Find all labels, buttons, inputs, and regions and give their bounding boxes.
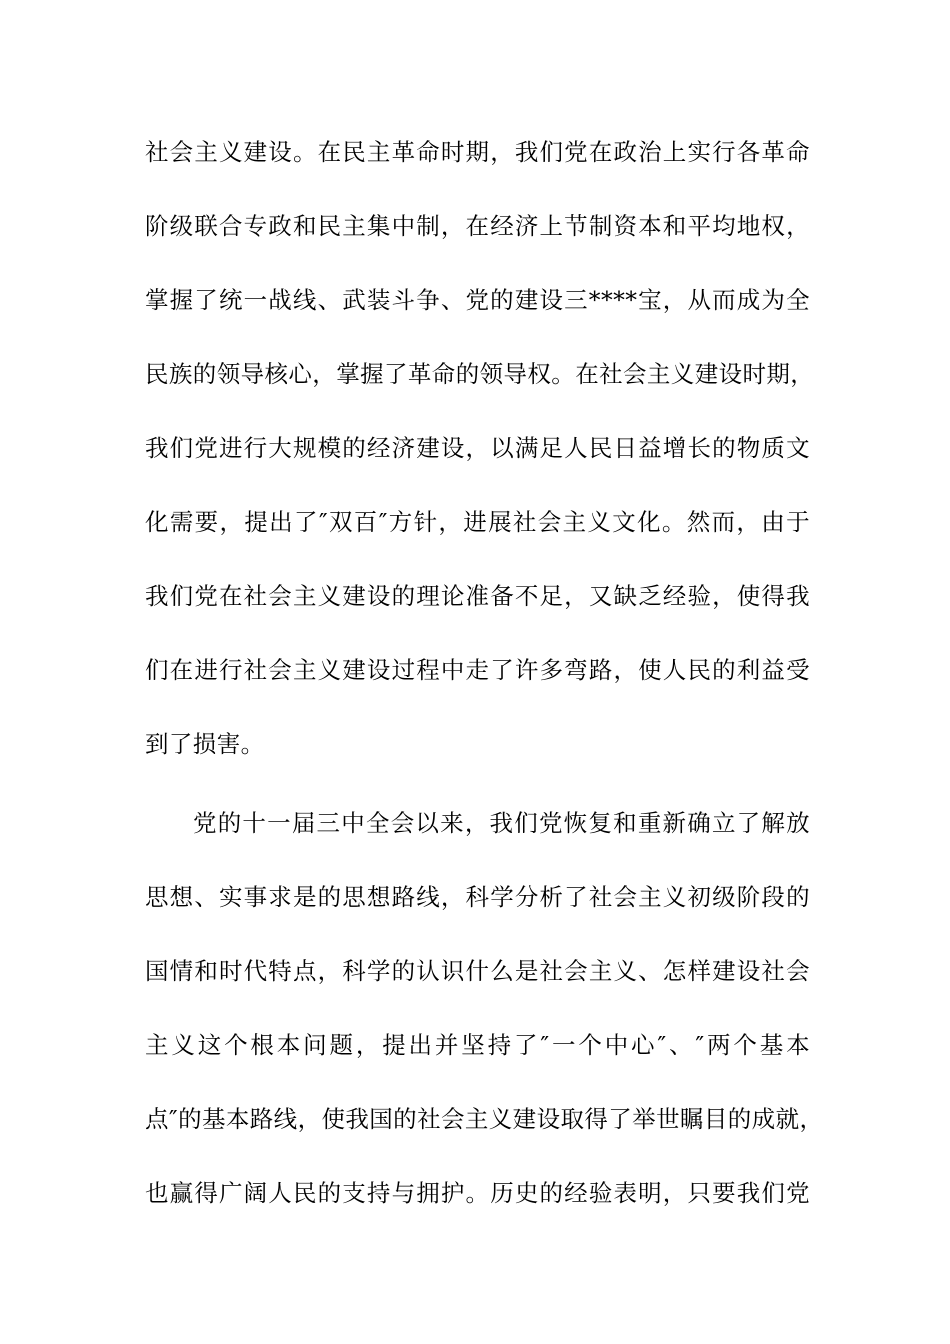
text-line: 点″的基本路线，使我国的社会主义建设取得了举世瞩目的成就， — [145, 1105, 824, 1133]
text-line: 国情和时代特点，科学的认识什么是社会主义、怎样建设社会 — [145, 957, 810, 985]
text-line: 主义这个根本问题，提出并坚持了″一个中心″、″两个基本 — [145, 1031, 810, 1059]
text-line: 们在进行社会主义建设过程中走了许多弯路，使人民的利益受 — [145, 656, 810, 684]
paragraph-first-line: 党的十一届三中全会以来，我们党恢复和重新确立了解放 — [193, 809, 810, 837]
text-line: 民族的领导核心，掌握了革命的领导权。在社会主义建设时期， — [145, 360, 815, 388]
text-line: 思想、实事求是的思想路线，科学分析了社会主义初级阶段的 — [145, 883, 810, 911]
text-line: 阶级联合专政和民主集中制，在经济上节制资本和平均地权， — [145, 212, 810, 240]
text-line: 我们党在社会主义建设的理论准备不足，又缺乏经验，使得我 — [145, 582, 810, 610]
text-line: 我们党进行大规模的经济建设，以满足人民日益增长的物质文 — [145, 434, 810, 462]
text-line: 掌握了统一战线、武装斗争、党的建设三****宝，从而成为全 — [145, 286, 810, 314]
text-line: 到了损害。 — [145, 730, 265, 758]
text-line: 社会主义建设。在民主革命时期，我们党在政治上实行各革命 — [145, 138, 810, 166]
text-line: 化需要，提出了″双百″方针，进展社会主义文化。然而，由于 — [145, 508, 810, 536]
text-line: 也赢得广阔人民的支持与拥护。历史的经验表明，只要我们党 — [145, 1179, 810, 1207]
